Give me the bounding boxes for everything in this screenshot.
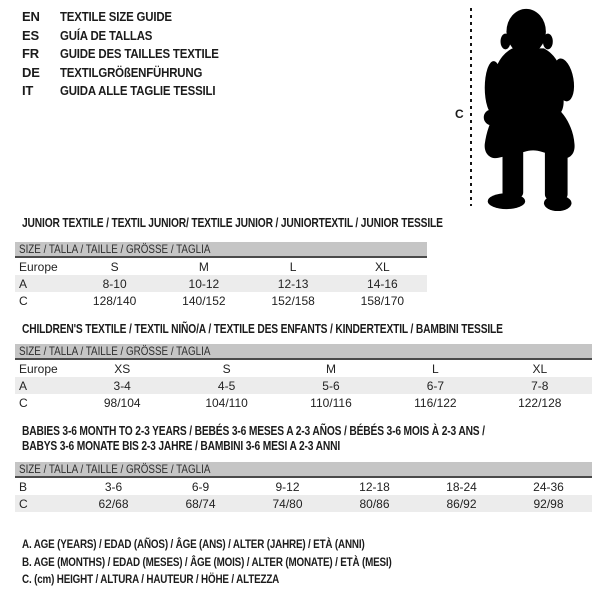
table-cell: S — [110, 259, 119, 274]
table-cell: 92/98 — [505, 495, 592, 512]
language-code: DE — [22, 64, 40, 80]
language-code: ES — [22, 27, 39, 43]
babies-size-table — [15, 462, 592, 512]
row-label-cell: B — [19, 479, 28, 494]
table-cell: 9-12 — [275, 479, 300, 494]
table-row — [15, 495, 592, 512]
measure-footnotes — [22, 536, 473, 589]
table-cell: 3-4 — [70, 377, 174, 394]
row-label-cell: C — [15, 495, 70, 512]
table-cell: 7-8 — [488, 377, 592, 394]
babies-table-title-line1: BABIES 3-6 MONTH TO 2-3 YEARS / BEBÉS 3-6 MESES A 2-3 AÑOS / BÉBÉS 3-6 MOIS À 2-3 ANS / — [22, 424, 485, 438]
children-size-table — [15, 344, 592, 411]
table-cell: XL — [375, 259, 390, 274]
table-cell: 12-18 — [359, 479, 390, 494]
table-cell: 18-24 — [446, 479, 477, 494]
baby-silhouette-icon — [478, 3, 598, 215]
height-measure-label: C — [455, 107, 464, 121]
table-cell: M — [325, 361, 336, 376]
junior-table-title — [22, 216, 535, 230]
table-cell: 128/140 — [92, 293, 137, 308]
language-code: FR — [22, 46, 39, 62]
table-row — [15, 257, 427, 275]
table-cell: 10-12 — [159, 275, 248, 292]
table-cell: XS — [114, 361, 131, 376]
size-header-cell: SIZE / TALLA / TAILLE / GRÖSSE / TAGLIA — [15, 242, 427, 257]
footnote-a: A. AGE (YEARS) / EDAD (AÑOS) / ÂGE (ANS) / ALTER (JAHRE) / ETÀ (ANNI) — [22, 537, 365, 551]
language-legend — [22, 8, 240, 101]
table-cell: M — [198, 259, 209, 274]
table-cell: 14-16 — [338, 275, 427, 292]
height-dashed-line — [470, 8, 472, 206]
table-cell: 6-9 — [191, 479, 210, 494]
table-cell: 3-6 — [104, 479, 123, 494]
table-row — [15, 275, 427, 292]
table-cell: 116/122 — [414, 395, 457, 410]
size-header-row — [15, 344, 592, 359]
language-label: TEXTILE SIZE GUIDE — [60, 9, 172, 24]
table-cell: 8-10 — [70, 275, 159, 292]
size-header-row — [15, 462, 592, 477]
table-cell: XL — [532, 361, 548, 376]
table-cell: 12-13 — [249, 275, 338, 292]
table-cell: 104/110 — [205, 395, 248, 410]
table-cell: S — [222, 361, 231, 376]
legend-row-fr — [22, 45, 240, 64]
table-cell: 80/86 — [331, 495, 418, 512]
row-label-cell: A — [15, 377, 70, 394]
children-table-title — [22, 322, 600, 336]
table-row — [15, 477, 592, 495]
table-cell: 158/170 — [360, 293, 405, 308]
table-row — [15, 292, 427, 309]
row-label-cell: C — [19, 395, 28, 410]
table-cell: 152/158 — [271, 293, 315, 308]
table-cell: 98/104 — [103, 395, 141, 410]
size-header-cell: SIZE / TALLA / TAILLE / GRÖSSE / TAGLIA — [15, 462, 592, 477]
junior-size-table — [15, 242, 427, 309]
table-cell: 62/68 — [70, 495, 157, 512]
language-code: EN — [22, 9, 40, 24]
legend-row-de — [22, 64, 240, 83]
table-cell: 140/152 — [182, 293, 226, 308]
table-cell: 24-36 — [533, 479, 564, 494]
row-label-cell: C — [19, 293, 28, 308]
table-row — [15, 377, 592, 394]
size-header-row — [15, 242, 427, 257]
table-row — [15, 394, 592, 411]
table-cell: 74/80 — [244, 495, 331, 512]
size-header-cell: SIZE / TALLA / TAILLE / GRÖSSE / TAGLIA — [15, 344, 592, 359]
children-table-title-text: CHILDREN'S TEXTILE / TEXTIL NIÑO/A / TEXTILE DES ENFANTS / KINDERTEXTIL / BAMBINI TESSILE — [22, 322, 503, 336]
legend-row-en — [22, 8, 240, 27]
language-label: GUIDE DES TAILLES TEXTILE — [60, 46, 219, 62]
babies-table-title-line2: BABYS 3-6 MONATE BIS 2-3 JAHRE / BAMBINI 3-6 MESI A 2-3 ANNI — [22, 439, 341, 453]
table-cell: 4-5 — [174, 377, 278, 394]
table-row — [15, 359, 592, 377]
language-label: GUIDA ALLE TAGLIE TESSILI — [60, 83, 216, 99]
table-cell: L — [432, 361, 439, 376]
junior-table-title-text: JUNIOR TEXTILE / TEXTIL JUNIOR/ TEXTILE JUNIOR / JUNIORTEXTIL / JUNIOR TESSILE — [22, 216, 443, 230]
row-label-cell: Europe — [19, 259, 58, 274]
language-code: IT — [22, 83, 34, 99]
table-cell: L — [289, 259, 297, 274]
footnote-c: C. (cm) HEIGHT / ALTURA / HAUTEUR / HÖHE / ALTEZZA — [22, 572, 280, 587]
table-cell: 110/116 — [310, 395, 352, 410]
footnote-b: B. AGE (MONTHS) / EDAD (MESES) / ÂGE (MOIS) / ALTER (MONATE) / ETÀ (MESI) — [22, 554, 392, 569]
table-cell: 68/74 — [157, 495, 244, 512]
language-label: TEXTILGRÖßENFÜHRUNG — [60, 64, 203, 80]
table-cell: 6-7 — [383, 377, 487, 394]
legend-row-es — [22, 27, 240, 46]
language-label: GUÍA DE TALLAS — [60, 27, 153, 43]
legend-row-it — [22, 82, 240, 101]
babies-table-title — [22, 424, 586, 454]
row-label-cell: A — [15, 275, 70, 292]
table-cell: 5-6 — [279, 377, 383, 394]
table-cell: 122/128 — [518, 395, 562, 410]
table-cell: 86/92 — [418, 495, 505, 512]
row-label-cell: Europe — [19, 361, 58, 376]
